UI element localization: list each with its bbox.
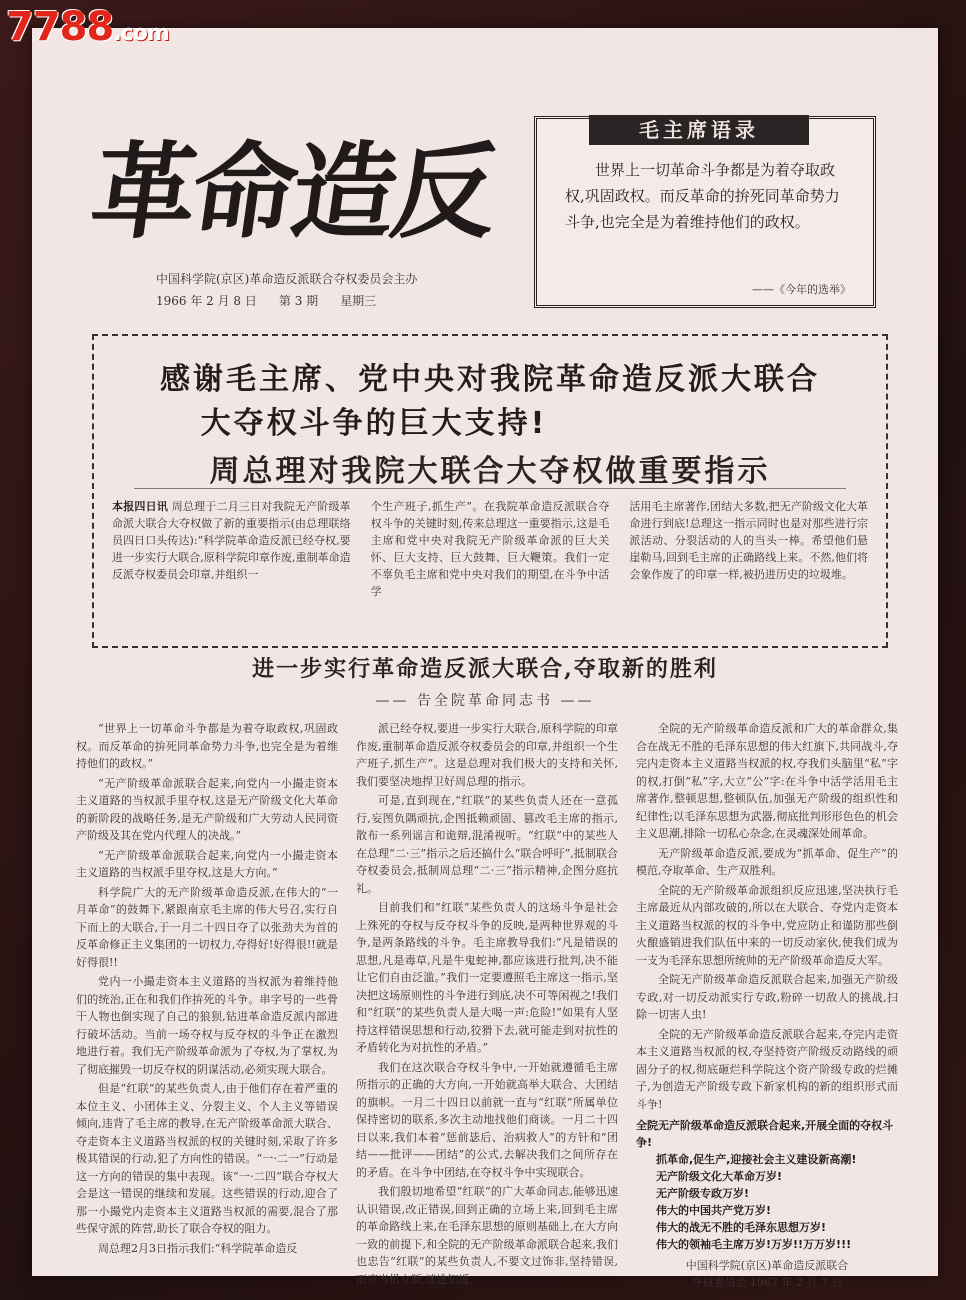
publication-info [156,268,546,312]
paragraph: 我们殷切地希望“红联”的广大革命同志,能够迅速认识错误,改正错误,回到正确的立场上来,回到毛主席的革命路线上来,在毛泽东思想的原则基础上,在大方向一致的前提下,和全院的无产阶级革命派联合起来,我们也忠告“红联”的某些负责人,不要文过饰非,坚持错误,而应当机立断,迷途知返。 [356,1185,618,1286]
paragraph: 科学院广大的无产阶级革命造反派,在伟大的“一月革命”的鼓舞下,紧跟南京毛主席的伟大号召,实行自下而上的大联合,于一月二十四日夺了以张劲夫为首的反革命修正主义集团的一切权力,夺得好!好得很!!就是好得很!! [76,885,338,969]
signoff-org: 中国科学院(京区)革命造反派联合 [685,1259,849,1272]
paragraph: 周总理2月3日指示我们:“科学院革命造反 [98,1241,298,1255]
site-watermark: 7788.com [6,4,169,50]
article-title: 进一步实行革命造反派大联合,夺取新的胜利 [252,656,718,682]
article-column-3 [636,720,898,1289]
newspaper-page [32,28,938,1289]
article-signoff [636,1257,898,1291]
issue-number: 第 3 期 [278,294,319,308]
article-column-2 [356,720,618,1286]
slogan: 伟大的中国共产党万岁! [656,1204,772,1217]
paragraph: “世界上一切革命斗争都是为着夺取政权,巩固政权。而反革命的拚死同革命势力斗争,也完全是为着维持他们的政权。” [76,722,338,770]
paragraph: “无产阶级革命派联合起来,向党内一小撮走资本主义道路的当权派手里夺权,这是大方向。” [76,848,338,879]
report-column-2: 个生产班子,抓生产”。在我院革命造反派联合夺权斗争的关键时刻,传来总理这一重要指示,这是毛主席和党中央对我院无产阶级革命派的巨大关怀、巨大支持、巨大鼓舞、巨大鞭策。我们一定不辜负毛主席和党中央对我们的期望,在斗争中活学 [370,500,610,598]
paragraph: 无产阶级革命造反派,要成为“抓革命、促生产”的模范,夺取革命、生产双胜利。 [636,846,898,877]
slogan: 伟大的领袖毛主席万岁!万岁!!万万岁!!! [656,1238,852,1251]
paragraph: 可是,直到现在,“红联”的某些负责人还在一意孤行,妄图负隅顽抗,企图抵赖顽固、篡改毛主席的指示,散布一系列谣言和诡辩,混淆视听。“红联”中的某些人在总理“二·三”指示之后还搞什么“联合呼吁”,抵制联合夺权委员会,抵制周总理“二·三”指示精神,企图分庭抗礼。 [356,794,618,895]
headline-box [92,334,888,648]
paragraph: 全院的无产阶级革命造反派和广大的革命群众,集合在战无不胜的毛泽东思想的伟大红旗下,共同战斗,夺完内走资本主义道路当权派的权,夺我们头脑里“私”字的权,打倒“私”字,大立“公”字:在斗争中活学活用毛主席著作,整顿思想,整顿队伍,加强无产阶级的组织性和纪律性;以毛泽东思想为武器,彻底批判形形色色的机会主义思潮,排除一切私心杂念,在灵魂深处闹革命。 [636,722,898,840]
paragraph: 全院无产阶级革命造反派联合起来,加强无产阶级专政,对一切反动派实行专政,粉碎一切敌人的挑战,扫除一切害人虫! [636,973,898,1021]
slogan: 无产阶级文化大革命万岁! [656,1170,783,1183]
organizer-line: 中国科学院(京区)革命造反派联合夺权委员会主办 [156,272,418,286]
paragraph: 目前我们和“红联”某些负责人的这场斗争是社会上殊死的夺权与反夺权斗争的反映,是两种世界观的斗争,是两条路线的斗争。毛主席教导我们:“凡是错误的思想,凡是毒草,凡是牛鬼蛇神,都应该进行批判,决不能让它们自由泛滥。”我们一定要遵照毛主席这一指示,坚决把这场原则性的斗争进行到底,决不可等闲视之!我们和“红联”的某些负责人是大喝一声:危险!“如果有人坚持这样错误思想和行动,狡猾下去,就可能走到对抗性的矛盾转化为对抗性的矛盾。” [356,901,618,1054]
issue-date: 1966 年 2 月 8 日 [156,294,257,308]
issue-line [156,290,546,312]
quotation-text: 世界上一切革命斗争都是为着夺取政权,巩固政权。而反革命的拚死同革命势力斗争,也完全是为着维持他们的政权。 [565,161,840,231]
slogan-list [636,1117,898,1253]
headline-line-1: 感谢毛主席、党中央对我院革命造反派大联合 [160,362,820,397]
headline-line-2: 大夺权斗争的巨大支持! [200,406,548,441]
paragraph: 派已经夺权,要进一步实行大联合,原科学院的印章作废,重制革命造反派夺权委员会的印章,并组织一个生产班子,抓生产”。这是总理对我们极大的支持和关怀,我们要坚决地捍卫好周总理的指示。 [356,722,618,788]
slogan: 全院无产阶级革命造反派联合起来,开展全面的夺权斗争! [636,1119,894,1149]
article-column-1 [76,720,338,1255]
news-report [112,498,868,638]
paragraph: 全院的无产阶级革命造反派联合起来,夺完内走资本主义道路当权派的权,夺坚持资产阶级反动路线的顽固分子的权,彻底砸烂科学院这个资产阶级专政的烂摊子,为创造无产阶级专政下新家机构的新的组织形式而斗争! [636,1027,898,1111]
issue-weekday: 星期三 [340,294,377,308]
masthead-title: 革命造反 [84,130,502,253]
slogan: 抓革命,促生产,迎接社会主义建设新高潮! [656,1153,857,1166]
headline-subhead: 周总理对我院大联合大夺权做重要指示 [209,454,771,489]
headline-divider [134,488,846,490]
report-column-1 [112,498,351,638]
report-text-1: 周总理于二月三日对我院无产阶级革命派大联合大夺权做了新的重要指示(由总理联络员四日口头传达):“科学院革命造反派已经夺权,要进一步实行大联合,原科学院印章作废,重制革命造反派夺权委员会印章,并组织一 [112,500,351,581]
slogan: 伟大的战无不胜的毛泽东思想万岁! [656,1221,827,1234]
article-subtitle: —— 告全院革命同志书 —— [375,693,595,709]
paragraph: 党内一小撮走资本主义道路的当权派为着维持他们的统治,正在和我们作拚死的斗争。串字号的一些骨干人物也倒实现了自己的狼狈,钻进革命造反派内部进行破坏活动。当前一场夺权与反夺权的斗争正在激烈地进行着。我们无产阶级革命派为了夺权,为了掌权,为了彻底摧毁一切反夺权的阴谋活动,必须实现大联合。 [76,975,338,1076]
paragraph: 我们在这次联合夺权斗争中,一开始就遵循毛主席所指示的正确的大方向,一开始就高举大联合、大团结的旗帜。一月二十四日以前就一直与“红联”所属单位保持密切的联系,多次主动地找他们商谈。一月二十四日以来,我们本着“惩前毖后、治病救人”的方针和“团结——批评——团结”的公式,去解决我们之间所存在的矛盾。在斗争中团结,在夺权斗争中实现联合。 [356,1060,618,1179]
report-dateline: 本报四日讯 [112,500,168,513]
article-body [76,720,898,1289]
report-column-3: 活用毛主席著作,团结大多数,把无产阶级文化大革命进行到底!总理这一指示同时也是对那些进行宗派活动、分裂活动的人的当头一棒。希望他们悬崖勒马,回到毛主席的正确路线上来。不然,他们将会象作废了的印章一样,被扔进历史的垃圾堆。 [629,500,869,581]
paragraph: “无产阶级革命派联合起来,向党内一小撮走资本主义道路的当权派手里夺权,这是无产阶级文化大革命的新阶段的战略任务,是无产阶级和广大劳动人民同资产阶级及其在党内代理人的决战。” [76,776,338,842]
quotation-source: ——《今年的选举》 [752,283,851,296]
slogan: 无产阶级专政万岁! [656,1187,750,1200]
signoff-date: 夺权委员会 1967 年 2 月 7 日 [691,1276,843,1289]
paragraph: 但是“红联”的某些负责人,由于他们存在着严重的本位主义、小团体主义、分裂主义、个人主义等错误倾向,违背了毛主席的教导,在无产阶级革命派大联合、夺走资本主义道路当权派的权的关键时刻,采取了许多极其错误的行动,犯了方向性的错误。“一·二一”行动是这一方向的错误的集中表现。该“一·二四”联合夺权大会是这一错误的继续和发展。这些错误的行动,迎合了那一小撮党内走资本主义道路当权派的需要,混合了那些保守派的阵营,助长了联合夺权的阻力。 [76,1082,338,1235]
quotation-heading: 毛主席语录 [589,115,809,145]
paragraph: 全院的无产阶级革命派组织反应迅速,坚决执行毛主席最近从内部攻破的,所以在大联合、夺党内走资本主义道路当权派的权的斗争中,党应防止和谨防那些倒火酿盛销进我们队伍中来的一切反动家伙,使我们成为一支为毛泽东思想所统帅的无产阶级革命造反大军。 [636,883,898,967]
quotation-box [534,116,876,308]
